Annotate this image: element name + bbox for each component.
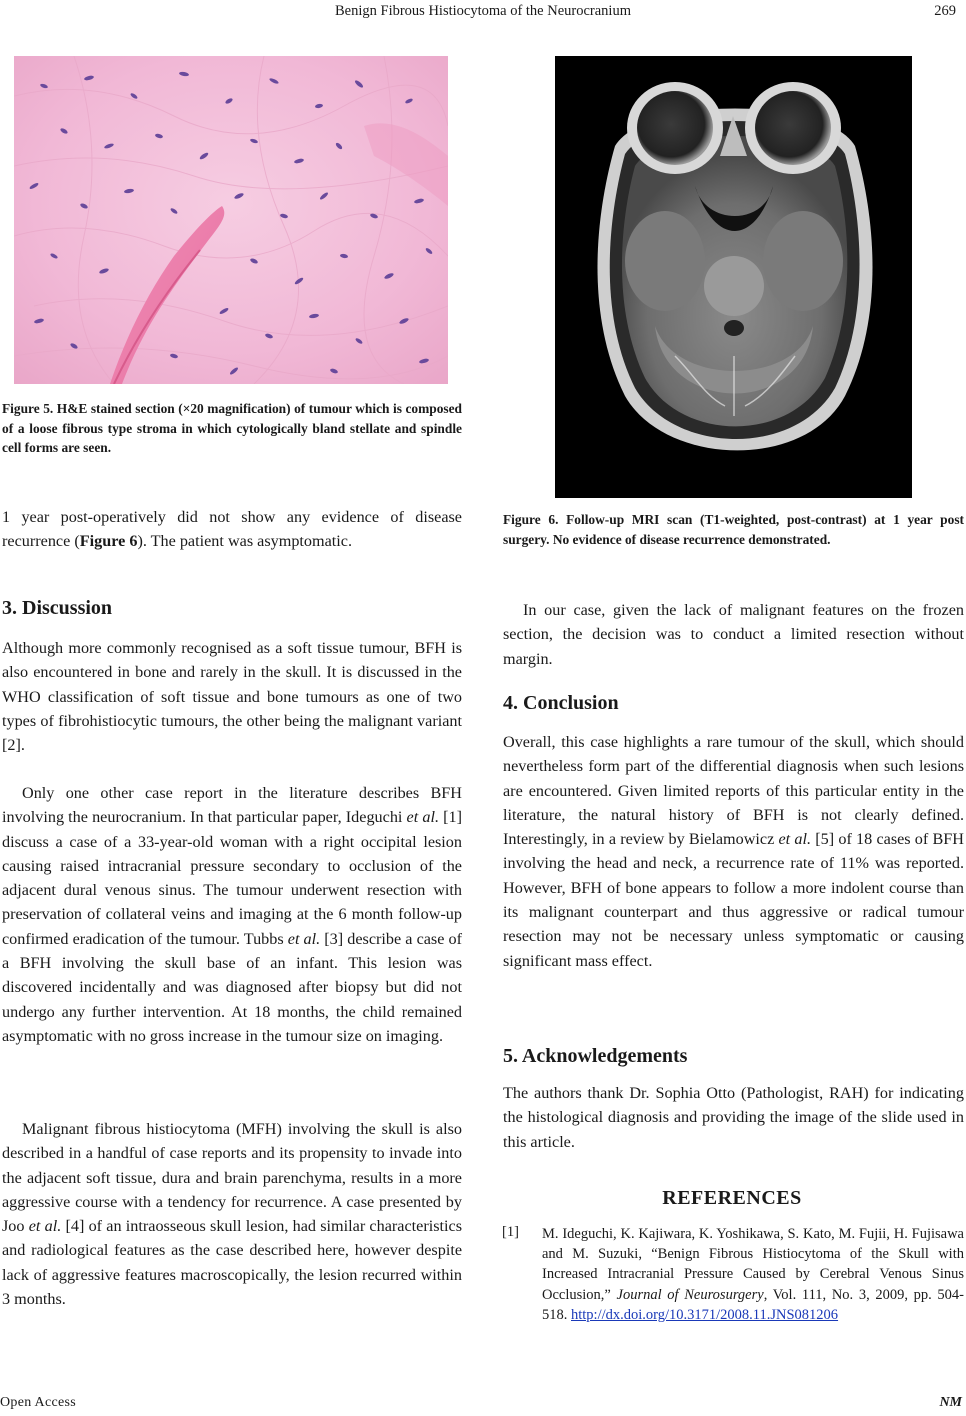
figure-6-mri-image [555, 56, 912, 498]
figure-5-histology-image [14, 56, 448, 384]
acknowledgements-paragraph: The authors thank Dr. Sophia Otto (Pathologist, RAH) for indicating the histological diagnosis and providing the image of the slide used in this article. [503, 1084, 964, 1151]
conclusion-heading: 4. Conclusion [503, 692, 619, 714]
footer-journal-abbrev: NM [939, 1395, 962, 1410]
reference-1-number: [1] [502, 1224, 519, 1240]
footer-open-access: Open Access [0, 1395, 77, 1410]
page-number: 269 [934, 3, 956, 19]
discussion-paragraph-2: Only one other case report in the literature describes BFH involving the neurocranium. In that particular paper, Ideguchi et al. [1] discuss a case of a 33-year-old woman with a right occipital lesion causing raised intracranial pressure secondary to occlusion of the adjacent dural venous sinus. The tumour underwent resection with preservation of collateral veins and imaging at the 6 month follow-up confirmed eradication of the tumour. Tubbs et al. [3] describe a case of a BFH involving the skull base of an infant. This lesion was discovered incidentally and was diagnosed after biopsy but did not undergo any further intervention. At 18 months, the child remained asymptomatic with no gross increase in the tumour size on imaging. [2, 784, 463, 1045]
references-heading: REFERENCES [662, 1187, 802, 1209]
conclusion-paragraph: Overall, this case highlights a rare tumour of the skull, which should nevertheless form part of the differential diagnosis when such lesions are encountered. Given limited reports of this particular entity in the literature, the natural history of BFH is not clearly defined. Interestingly, in a review by Bielamowicz et al. [5] of 18 cases of BFH involving the head and neck, a recurrence rate of 11% was reported. However, BFH of bone appears to follow a more indolent course than its malignant counterpart and thus aggressive or radical tumour resection may not be necessary unless symptomatic or causing significant mass effect. [503, 733, 964, 970]
resection-paragraph: In our case, given the lack of malignant features on the frozen section, the decision was to conduct a limited resection without margin. [503, 601, 964, 668]
discussion-heading: 3. Discussion [2, 597, 113, 619]
discussion-paragraph-3: Malignant fibrous histiocytoma (MFH) involving the skull is also described in a handful of case reports and its propensity to invade into the adjacent soft tissue, dura and brain parenchyma, results in a more aggressive course with a tendency for recurrence. A case presented by Joo et al. [4] of an intraosseous skull lesion, had similar characteristics and radiological features as the case described here, however despite lack of aggressive features macroscopically, the lesion recurred within 3 months. [2, 1120, 462, 1309]
figure-6-caption: Figure 6. Follow-up MRI scan (T1-weighted, post-contrast) at 1 year post surgery. No evidence of disease recurrence demonstrated. [503, 512, 964, 547]
reference-1-doi-link[interactable]: http://dx.doi.org/10.3171/2008.11.JNS081206 [571, 1306, 839, 1323]
intro-paragraph: 1 year post-operatively did not show any evidence of disease recurrence (Figure 6). The patient was asymptomatic. [2, 508, 462, 551]
figure-5-caption: Figure 5. H&E stained section (×20 magnification) of tumour which is composed of a loose fibrous type stroma in which cytologically bland stellate and spindle cell forms are seen. [2, 401, 462, 455]
running-title: Benign Fibrous Histiocytoma of the Neurocranium [335, 3, 631, 19]
reference-1: M. Ideguchi, K. Kajiwara, K. Yoshikawa, S. Kato, M. Fujii, H. Fujisawa and M. Suzuki, “Benign Fibrous Histiocytoma of the Skull with Increased Intracranial Pressure Caused by Cerebral Venous Sinus Occlusion,” Journal of Neurosurgery, Vol. 111, No. 3, 2009, pp. 504-518. http://dx.doi.org/10.3171/2008.11.JNS081206 [542, 1226, 964, 1323]
discussion-paragraph-1: Although more commonly recognised as a soft tissue tumour, BFH is also encountered in bone and rarely in the skull. It is discussed in the WHO classification of soft tissue and bone tumours as one of two types of fibrohistiocytic tumours, the other being the malignant variant [2]. [2, 639, 462, 755]
acknowledgements-heading: 5. Acknowledgements [503, 1045, 688, 1067]
figure-6-reference: Figure 6 [79, 532, 138, 551]
